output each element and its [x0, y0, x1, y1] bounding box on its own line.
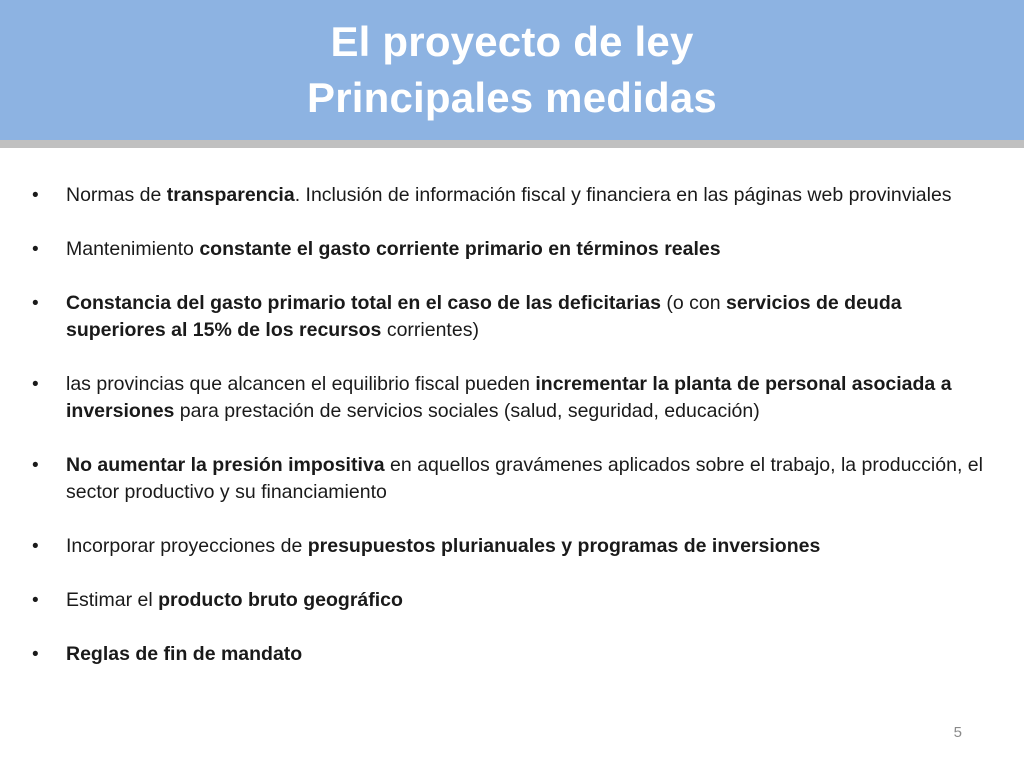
bullet-dot-icon: • — [32, 455, 39, 476]
bullet-text-normal: en aquellos gravámenes aplicados sobre el trabajo, la producción, el sector productivo y su financiamiento — [66, 454, 983, 503]
bullet-text-normal: corrientes) — [381, 319, 479, 341]
bullet-dot-icon: • — [32, 374, 39, 395]
bullet-item — [0, 641, 1024, 668]
bullet-text-bold: presupuestos plurianuales y programas de inversiones — [307, 535, 821, 557]
bullet-text-normal: . Inclusión de información fiscal y financiera en las páginas web provinviales — [294, 184, 952, 206]
bullet-text — [66, 292, 902, 341]
bullet-text-bold: servicios de deuda superiores al 15% de los recursos — [66, 292, 902, 341]
slide-title-banner — [0, 0, 1024, 140]
bullet-item — [0, 371, 1024, 425]
bullet-text — [66, 373, 952, 422]
bullet-list — [0, 182, 1024, 695]
bullet-text-bold: transparencia — [166, 184, 295, 206]
bullet-text-normal: (o con — [660, 292, 726, 314]
bullet-text-normal: las provincias que alcancen el equilibrio fiscal pueden — [66, 373, 536, 395]
bullet-item — [0, 452, 1024, 506]
bullet-text-normal: Incorporar proyecciones de — [66, 535, 308, 557]
bullet-item — [0, 587, 1024, 614]
bullet-dot-icon: • — [32, 590, 39, 611]
bullet-text-bold: Reglas de fin de mandato — [66, 643, 303, 665]
bullet-text-bold: Constancia del gasto primario total en el caso de las deficitarias — [66, 292, 661, 314]
title-divider — [0, 140, 1024, 148]
bullet-text-normal: para prestación de servicios sociales (salud, seguridad, educación) — [174, 400, 760, 422]
bullet-text-normal: Mantenimiento — [66, 238, 200, 260]
bullet-text — [66, 535, 820, 557]
bullet-text — [66, 184, 952, 206]
bullet-text — [66, 589, 403, 611]
bullet-text-bold: No aumentar la presión impositiva — [66, 454, 385, 476]
bullet-dot-icon: • — [32, 644, 39, 665]
bullet-text-normal: Normas de — [66, 184, 167, 206]
bullet-text-bold: incrementar la planta de personal asociada a inversiones — [66, 373, 952, 422]
bullet-dot-icon: • — [32, 185, 39, 206]
bullet-text — [66, 454, 983, 503]
bullet-dot-icon: • — [32, 239, 39, 260]
page-number: 5 — [953, 724, 962, 741]
bullet-text-normal: Estimar el — [66, 589, 159, 611]
bullet-item — [0, 236, 1024, 263]
bullet-text — [66, 643, 302, 665]
bullet-text-bold: producto bruto geográfico — [158, 589, 403, 611]
slide-title-line-2: Principales medidas — [307, 74, 717, 121]
bullet-item — [0, 533, 1024, 560]
bullet-item — [0, 290, 1024, 344]
bullet-text-bold: constante el gasto corriente primario en términos reales — [199, 238, 721, 260]
slide-title-line-1: El proyecto de ley — [330, 18, 694, 65]
bullet-dot-icon: • — [32, 293, 39, 314]
bullet-text — [66, 238, 721, 260]
bullet-dot-icon: • — [32, 536, 39, 557]
bullet-item — [0, 182, 1024, 209]
